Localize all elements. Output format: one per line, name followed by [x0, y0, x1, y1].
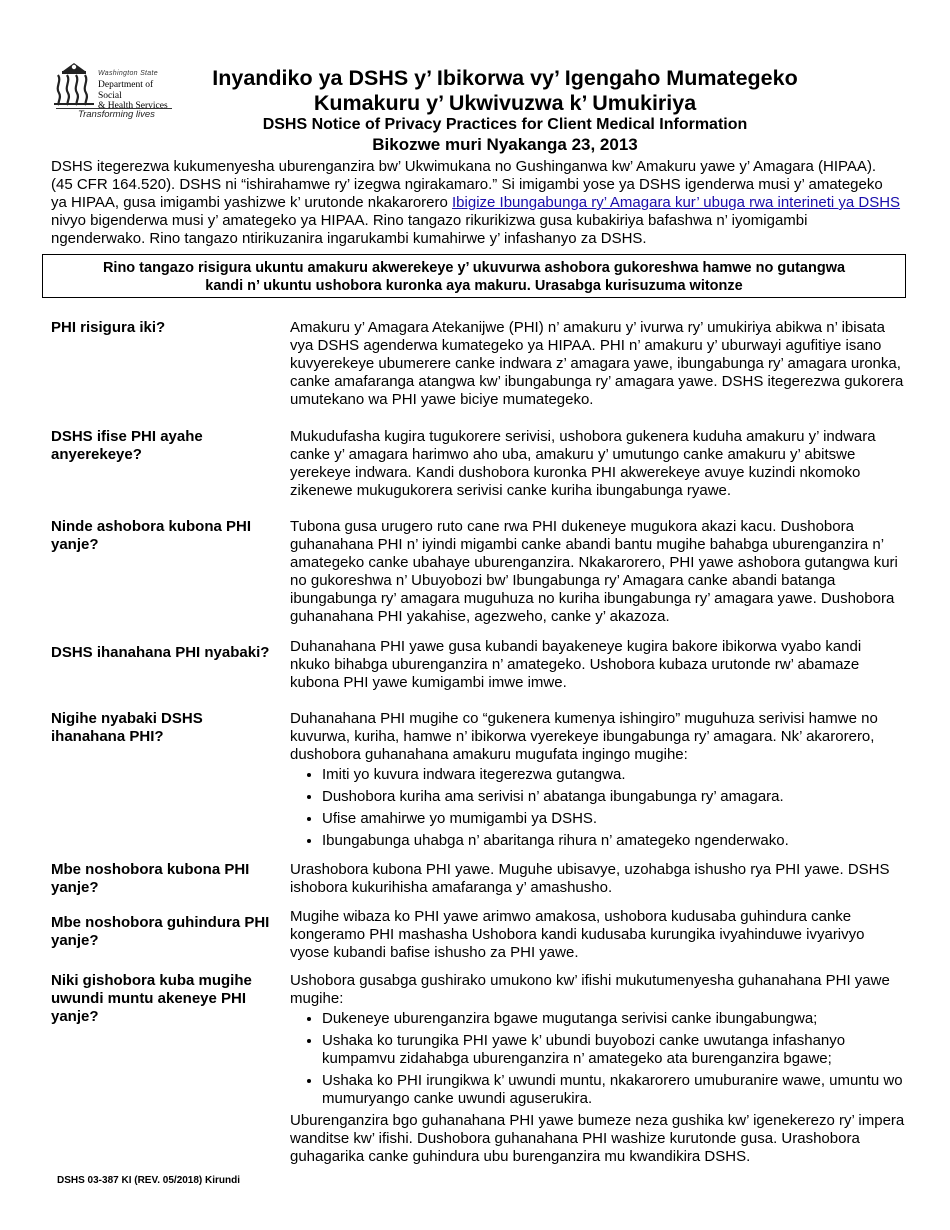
- logo-state-name: Washington State: [98, 70, 158, 77]
- title-line-1: Inyandiko ya DSHS y’ Ibikorwa vy’ Igengaho Mumategeko: [212, 66, 798, 90]
- answer-text: Duhanahana PHI yawe gusa kubandi bayakeneye kugira bakore ibikorwa vyabo kandi nkuko bihabga uburenganzira n’ amategeko. Ushobora kubaza urutonde rw’ abamaze kubona PHI yawe kumigambi imwe imwe.: [290, 638, 862, 691]
- english-subtitle: DSHS Notice of Privacy Practices for Client Medical Information: [262, 116, 748, 133]
- answer-text: Ushobora gusabga gushirako umukono kw’ ifishi mukutumenyesha guhanahana PHI yawe mugihe:: [290, 972, 890, 1007]
- effective-date: Bikozwe muri Nyakanga 23, 2013: [372, 135, 638, 154]
- logo-department-name: Department of Social & Health Services: [98, 80, 168, 111]
- list-item: • Ushaka ko turungika PHI yawe k’ ubundi buyobozi canke uwutanga infashanyo kumpamvu zidahabga uburenganzira n’ amategeko ata burenganzira bgawe;: [322, 1032, 905, 1068]
- question-label: Mbe noshobora guhindura PHI yanje?: [51, 914, 270, 949]
- question-label: Ninde ashobora kubona PHI yanje?: [51, 518, 252, 553]
- dshs-logo: [52, 58, 174, 126]
- question-label: PHI risigura iki?: [51, 319, 166, 336]
- answer-text: Tubona gusa urugero ruto cane rwa PHI dukeneye mugukora akazi kacu. Dushobora guhanahana PHI n’ iyindi migambi canke abandi bantu mugihe bahabga uburenganzira n’ amategeko canke ubahaye uburenganzira. Nkakarorero, PHI yawe ashobora gutangwa kuri no gukoreshwa n’ Ubuyobozi bw’ Ibungabunga ry’ Amagara canke abandi batanga ibungabunga ry’ amagara muguhuza no kuriha ibungabunga ry’ amagara yawe. Dushobora guhanahana PHI yakahise, agezweho, canke y’ akazoza.: [290, 518, 898, 625]
- title-line-2: Kumakuru y’ Ukwivuzwa k’ Umukiriya: [313, 91, 697, 115]
- answer-text: Amakuru y’ Amagara Atekanijwe (PHI) n’ amakuru y’ ivurwa ry’ umukiriya abikwa n’ ibisata vya DSHS agenderwa kumategeko ya HIPAA. PHI n’ amakuru y’ uburwayi agufitiye isano kuvyerekeye ubumerere canke indwara z’ amagara yawe, ibungabunga ry’ amagara uronka, canke amafaranga atangwa kw’ ibungabunga ry’ amagara yawe. DSHS itegerezwa gukorera umutekano wa PHI yawe biciye mumategeko.: [290, 319, 904, 408]
- notice-box: Rino tangazo risigura ukuntu amakuru akwerekeye y’ ukuvurwa ashobora gukoreshwa hamwe no gutangwa kandi n’ ukuntu ushobora kuronka aya makuru. Urasabga kurisuzuma witonze: [42, 254, 906, 298]
- dshs-emblem-icon: [52, 60, 96, 106]
- health-care-components-link[interactable]: Ibigize Ibungabunga ry’ Amagara kur’ ubuga rwa interineti ya DSHS: [452, 194, 901, 211]
- list-item: • Ufise amahirwe yo mumigambi ya DSHS.: [322, 810, 905, 828]
- answer-text: Mukudufasha kugira tugukorere serivisi, ushobora gukenera kuduha amakuru y’ indwara canke y’ amagara harimwo aho uba, amakuru y’ umutungo canke amakuru y’ abitswe yerekeye indwara. Kandi dushobora kuronka PHI akwerekeye avuye kuzindi nkomoko zikenewe mukugukorera serivisi canke kuriha ibungabunga ryawe.: [290, 428, 876, 499]
- bullet-list: [290, 766, 905, 850]
- question-label: DSHS ifise PHI ayahe anyerekeye?: [51, 428, 203, 463]
- form-number: DSHS 03-387 KI (REV. 05/2018) Kirundi: [57, 1175, 241, 1186]
- answer-block: [290, 972, 905, 1166]
- list-item: • Dukeneye uburenganzira bgawe mugutanga serivisi canke ibungabungwa;: [322, 1010, 905, 1028]
- list-item: • Dushobora kuriha ama serivisi n’ abatanga ibungabunga ry’ amagara.: [322, 788, 905, 806]
- logo-tagline: Transforming lives: [78, 109, 155, 120]
- intro-paragraph: DSHS itegerezwa kukumenyesha uburenganzira bw’ Ukwimukana no Gushinganwa kw’ Amakuru yawe y’ Amagara (HIPAA). (45 CFR 164.520). DSHS ni “ishirahamwe ry’ izegwa ngirakamaro.” Si imigambi yose ya DSHS igenderwa musi y’ amategeko ya HIPAA, gusa imigambi yashizwe k’ urutonde nkakarorero Ibigize Ibungabunga ry’ Amagara kur’ ubuga rwa interineti ya DSHS nivyo bigenderwa musi y’ amategeko ya HIPAA. Rino tangazo rikurikizwa gusa kubakiriya bafashwa n’ iyomigambi ngenderwako. Rino tangazo ntirikuzanira ingarukambi kumahirwe y’ infashanyo za DSHS.: [51, 158, 901, 247]
- question-label: DSHS ihanahana PHI nyabaki?: [51, 644, 270, 661]
- list-item: • Imiti yo kuvura indwara itegerezwa gutangwa.: [322, 766, 905, 784]
- question-label: Mbe noshobora kubona PHI yanje?: [51, 861, 250, 896]
- answer-text: Duhanahana PHI mugihe co “gukenera kumenya ishingiro” muguhuza serivisi hamwe no kuvurwa, kuriha, hamwe n’ ibikorwa vyerekeye ibungabunga ry’ amagara. Nk’ akarorero, dushobora guhanahana amakuru mugufata ingingo mugihe:: [290, 710, 878, 763]
- question-label: Niki gishobora kuba mugihe uwundi muntu akeneye PHI yanje?: [51, 972, 252, 1025]
- answer-text: Uburenganzira bgo guhanahana PHI yawe bumeze neza gushika kw’ igenekerezo ry’ impera wanditse kw’ ifishi. Dushobora guhanahana PHI washize kurutonde gusa. Urashobora guhagarika canke guhindura ubu burenganzira mu kwandikira DSHS.: [290, 1112, 905, 1165]
- answer-text: Mugihe wibaza ko PHI yawe arimwo amakosa, ushobora kudusaba guhindura canke kongeramo PHI mashasha Ushobora kandi kudusaba kurungika ivyahinduwe ivyarivyo vyose kubandi bafise ishusho za PHI yawe.: [290, 908, 865, 961]
- answer-text: Urashobora kubona PHI yawe. Muguhe ubisavye, uzohabga ishusho rya PHI yawe. DSHS ishobora kukurihisha amafaranga y’ amashusho.: [290, 861, 890, 896]
- list-item: • Ushaka ko PHI irungikwa k’ uwundi muntu, nkakarorero umuburanire wawe, umuntu wo mumuryango canke uwundi aguserukira.: [322, 1072, 905, 1108]
- bullet-list: [290, 1010, 905, 1108]
- question-label: Nigihe nyabaki DSHS ihanahana PHI?: [51, 710, 203, 745]
- answer-block: [290, 710, 905, 854]
- list-item: • Ibungabunga uhabga n’ abaritanga rihura n’ amategeko ngenderwako.: [322, 832, 905, 850]
